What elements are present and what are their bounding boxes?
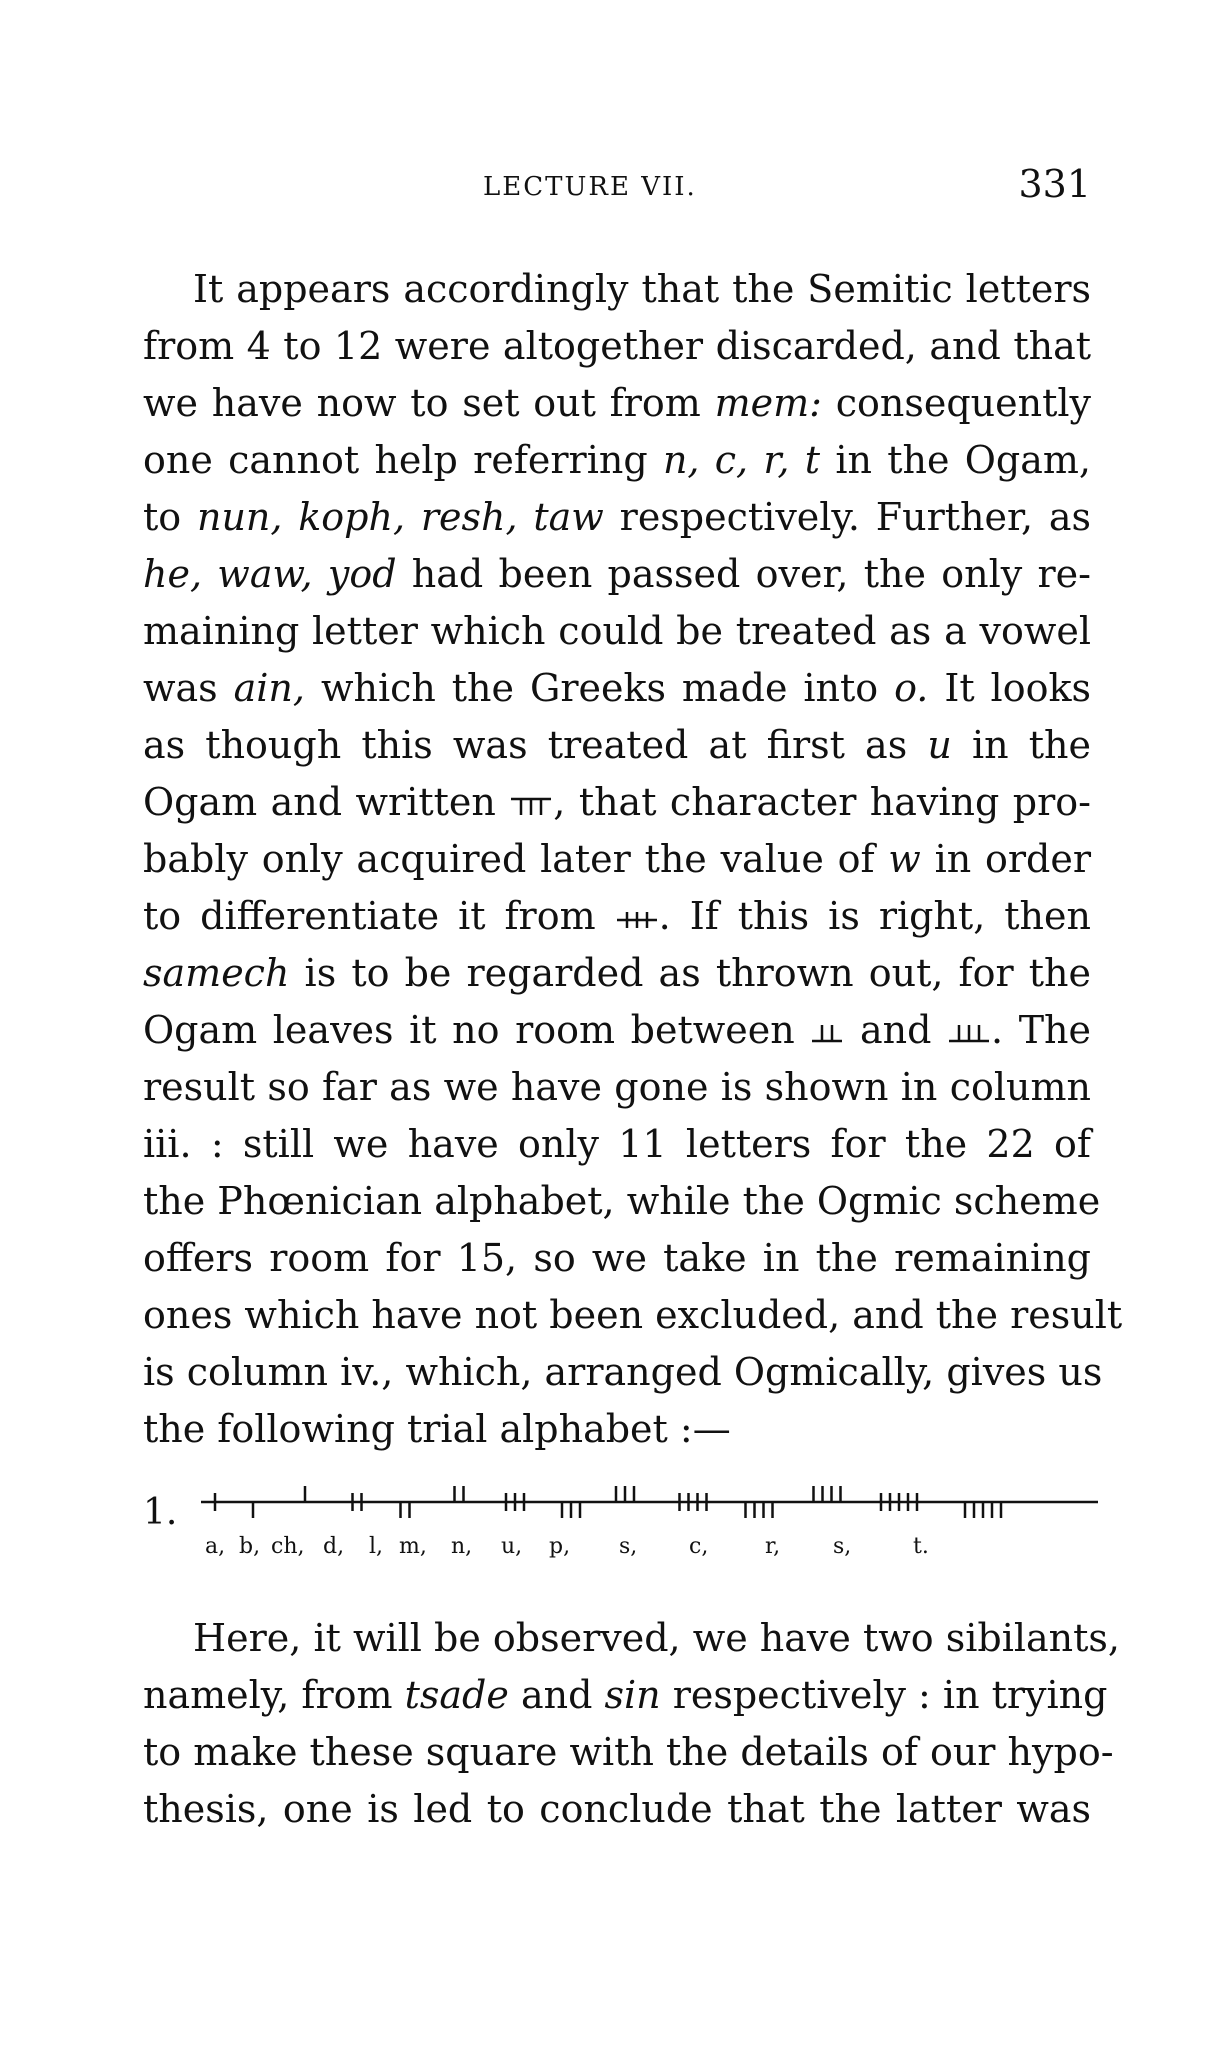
running-title: LECTURE VII. [483,172,697,202]
alphabet-letter: n, [451,1534,473,1559]
page-header [143,162,1091,212]
text-line: is column iv., which, arranged Ogmically, gives us [143,1350,1103,1394]
alphabet-letter: r, [765,1534,781,1559]
ogam-three-above-glyph [947,1019,991,1049]
text-line: result so far as we have gone is shown in column [143,1065,1091,1109]
ogam-two-above-glyph [810,1019,844,1049]
text-line: from 4 to 12 were altogether discarded, and that [143,324,1091,368]
text-line: Here, it will be observed, we have two sibilants, [193,1616,1120,1660]
alphabet-letter: p, [549,1534,571,1559]
page-number: 331 [1018,162,1091,206]
alphabet-letter: s, [833,1534,852,1559]
alphabet-letter: t. [913,1534,929,1559]
alphabet-letter: d, [323,1534,345,1559]
text-line: was ain, which the Greeks made into o. It looks [143,666,1091,710]
text-line: as though this was treated at first as u in the [143,723,1091,767]
text-line: to differentiate it from . If this is right, then [143,894,1091,938]
alphabet-letter: u, [501,1534,523,1559]
text-line: offers room for 15, so we take in the remaining [143,1236,1091,1280]
text-line: namely, from tsade and sin respectively : in trying [143,1673,1108,1717]
text-line: he, waw, yod had been passed over, the only re- [143,552,1092,596]
ogam-alphabet-stemline [193,1472,1103,1532]
text-line: samech is to be regarded as thrown out, for the [143,951,1091,995]
alphabet-letter: m, [399,1534,427,1559]
text-line: Ogam and written , that character having pro- [143,780,1091,824]
alphabet-letter: a, [205,1534,226,1559]
text-line: thesis, one is led to conclude that the latter was [143,1787,1091,1831]
alphabet-letter: s, [619,1534,638,1559]
ogam-three-through-glyph [615,905,659,935]
alphabet-number: 1. [143,1492,178,1533]
trial-alphabet [143,1472,1103,1582]
text-line: ones which have not been excluded, and the result [143,1293,1123,1337]
text-line: the Phœnician alphabet, while the Ogmic scheme [143,1179,1101,1223]
text-line: iii. : still we have only 11 letters for the 22 of [143,1122,1091,1166]
text-line: bably only acquired later the value of w in order [143,837,1091,881]
text-line: maining letter which could be treated as a vowel [143,609,1091,653]
paragraph-2 [143,1610,1120,1838]
text-line: the following trial alphabet :— [143,1407,731,1451]
alphabet-letter: l, [369,1534,384,1559]
alphabet-letter: ch, [271,1534,305,1559]
paragraph-1 [143,261,1123,1458]
alphabet-letter: c, [689,1534,709,1559]
text-line: we have now to set out from mem: consequently [143,381,1092,425]
text-line: one cannot help referring n, c, r, t in the Ogam, [143,438,1091,482]
text-line: Ogam leaves it no room between and . The [143,1008,1092,1052]
text-line: to make these square with the details of our hypo- [143,1730,1114,1774]
ogam-three-below-glyph [509,791,553,821]
text-line: It appears accordingly that the Semitic letters [193,267,1091,311]
text-line: to nun, koph, resh, taw respectively. Further, as [143,495,1092,539]
alphabet-letter: b, [239,1534,261,1559]
